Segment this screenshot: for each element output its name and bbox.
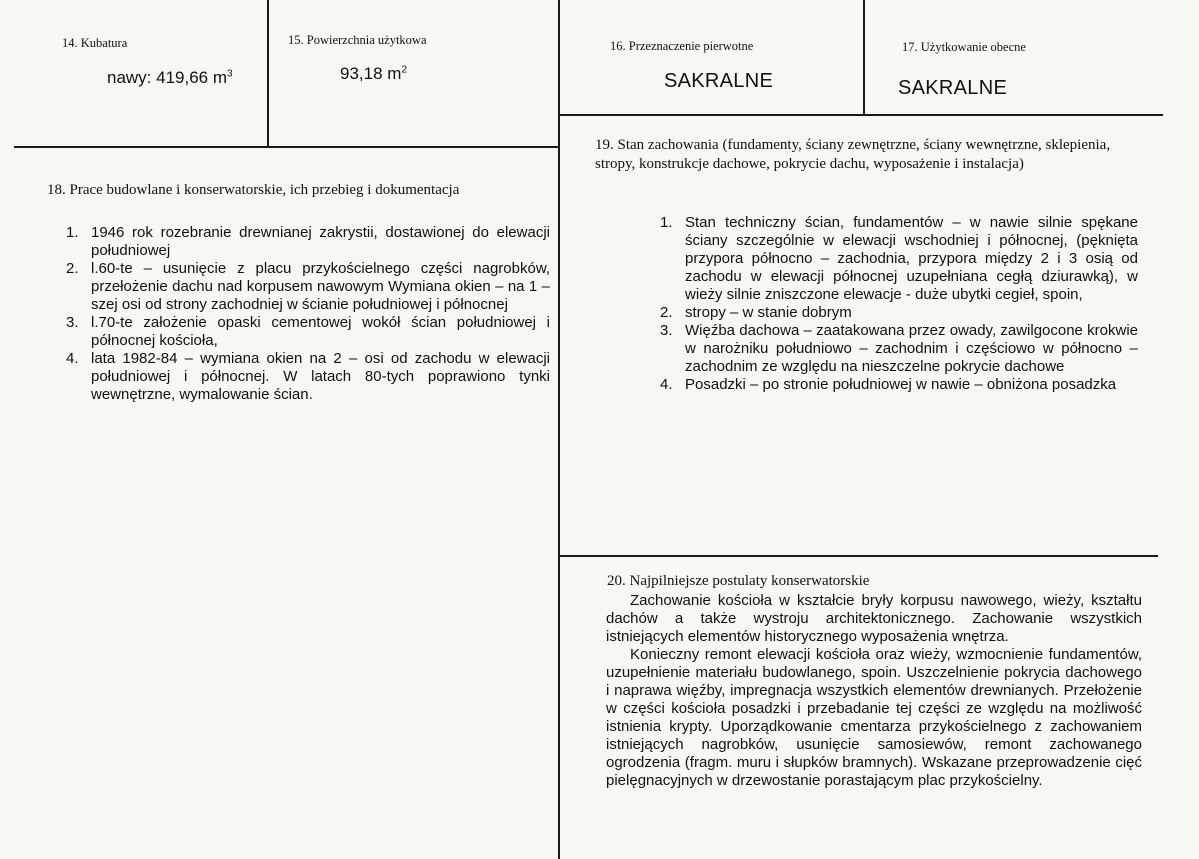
przeznaczenie-label: 16. Przeznaczenie pierwotne (610, 39, 754, 53)
list-item-number: 3. (660, 322, 673, 339)
paragraph: Zachowanie kościoła w kształcie bryły korpusu nawowego, wieży, kształtu dachów a także wystroju architektonicznego. Zachowanie wszystkich istniejących elementów historycznego wyposażenia wnętrza. (606, 592, 1142, 645)
powierzchnia-value-text: 93,18 m (340, 64, 402, 83)
list-item (660, 304, 1138, 322)
list-item-number: 1. (660, 214, 673, 231)
list-item-text: Stan techniczny ścian, fundamentów – w nawie silnie spękane ściany szczególnie w elewacji wschodniej i północnej, (pęknięta przypora północno – zachodnia, przypora między 2 i 3 osią od zachodu w elewacji północnej uzupełniana cegłą dziurawką), w wieży silnie zniszczone elewacje - duże ubytki cegieł, spoin, (685, 214, 1138, 303)
section-18-title: 18. Prace budowlane i konserwatorskie, ich przebieg i dokumentacja (47, 182, 460, 198)
list-item-text: Więźba dachowa – zaatakowana przez owady, zawilgocone krokwie w narożniku południowo – zachodnim i częściowo w północno – zachodnim ze względu na nieszczelne pokrycie dachowe (685, 322, 1138, 375)
list-item-number: 4. (66, 350, 79, 367)
list-item (66, 350, 550, 404)
powierzchnia-value-sup: 2 (401, 64, 407, 76)
list-item-text: lata 1982-84 – wymiana okien na 2 – osi od zachodu w elewacji południowej i północnej. W latach 80-tych poprawiono tynki wewnętrzne, wymalowanie ścian. (91, 350, 550, 403)
list-item-number: 2. (66, 260, 79, 277)
przeznaczenie-value: SAKRALNE (664, 70, 774, 92)
kubatura-value-text: nawy: 419,66 m (107, 68, 228, 87)
horizontal-rule-right-mid (558, 555, 1158, 557)
horizontal-rule-right-top (558, 114, 1163, 116)
list-item-text: Posadzki – po stronie południowej w nawie – obniżona posadzka (685, 376, 1117, 393)
kubatura-value (107, 68, 233, 88)
list-item-number: 1. (66, 224, 79, 241)
list-item-number: 4. (660, 376, 673, 393)
list-item (660, 214, 1138, 304)
vertical-rule-header-1 (267, 0, 269, 147)
list-item (66, 260, 550, 314)
vertical-rule-center (558, 0, 560, 859)
section-19-title: 19. Stan zachowania (fundamenty, ściany zewnętrzne, ściany wewnętrzne, sklepienia, stropy, konstrukcje dachowe, pokrycie dachu, wyposażenie i instalacja) (595, 137, 1111, 172)
list-item-number: 3. (66, 314, 79, 331)
list-item-text: stropy – w stanie dobrym (685, 304, 852, 321)
powierzchnia-label: 15. Powierzchnia użytkowa (288, 33, 427, 47)
list-item-text: l.60-te – usunięcie z placu przykościelnego części nagrobków, przełożenie dachu nad korpusem nawowym Wymiana okien – na 1 –szej osi od strony zachodniej w ścianie południowej i północnej (91, 260, 550, 313)
section-20-body (606, 592, 1142, 790)
paragraph: Konieczny remont elewacji kościoła oraz wieży, wzmocnienie fundamentów, uzupełnienie materiału budowlanego, spoin. Uszczelnienie pokrycia dachowego i naprawa więźby, impregnacja wszystkich elementów drewnianych. Przełożenie w części kościoła posadzki i przebadanie tej części ze względu na możliwość istnienia krypty. Uporządkowanie cmentarza przykościelnego z zachowaniem istniejących nagrobków, usunięcie samosiewów, remont zachowanego ogrodzenia (fragm. muru i słupków bramnych). Wskazane przeprowadzenie cięć pielęgnacyjnych w drzewostanie porastającym plac przykościelny. (606, 646, 1142, 789)
section-18-list (66, 224, 550, 404)
list-item (66, 224, 550, 260)
kubatura-label: 14. Kubatura (62, 36, 128, 50)
list-item-text: l.70-te założenie opaski cementowej wokół ścian południowej i północnej kościoła, (91, 314, 550, 349)
horizontal-rule-left (14, 146, 560, 148)
section-19-list (660, 214, 1138, 394)
list-item (66, 314, 550, 350)
list-item-text: 1946 rok rozebranie drewnianej zakrystii, dostawionej do elewacji południowej (91, 224, 550, 259)
section-20-title: 20. Najpilniejsze postulaty konserwatorskie (607, 573, 870, 589)
list-item (660, 376, 1138, 394)
list-item (660, 322, 1138, 376)
vertical-rule-header-3 (863, 0, 865, 114)
uzytkowanie-label: 17. Użytkowanie obecne (902, 40, 1026, 54)
kubatura-value-sup: 3 (227, 68, 233, 80)
uzytkowanie-value: SAKRALNE (898, 77, 1008, 99)
list-item-number: 2. (660, 304, 673, 321)
powierzchnia-value (340, 64, 407, 84)
